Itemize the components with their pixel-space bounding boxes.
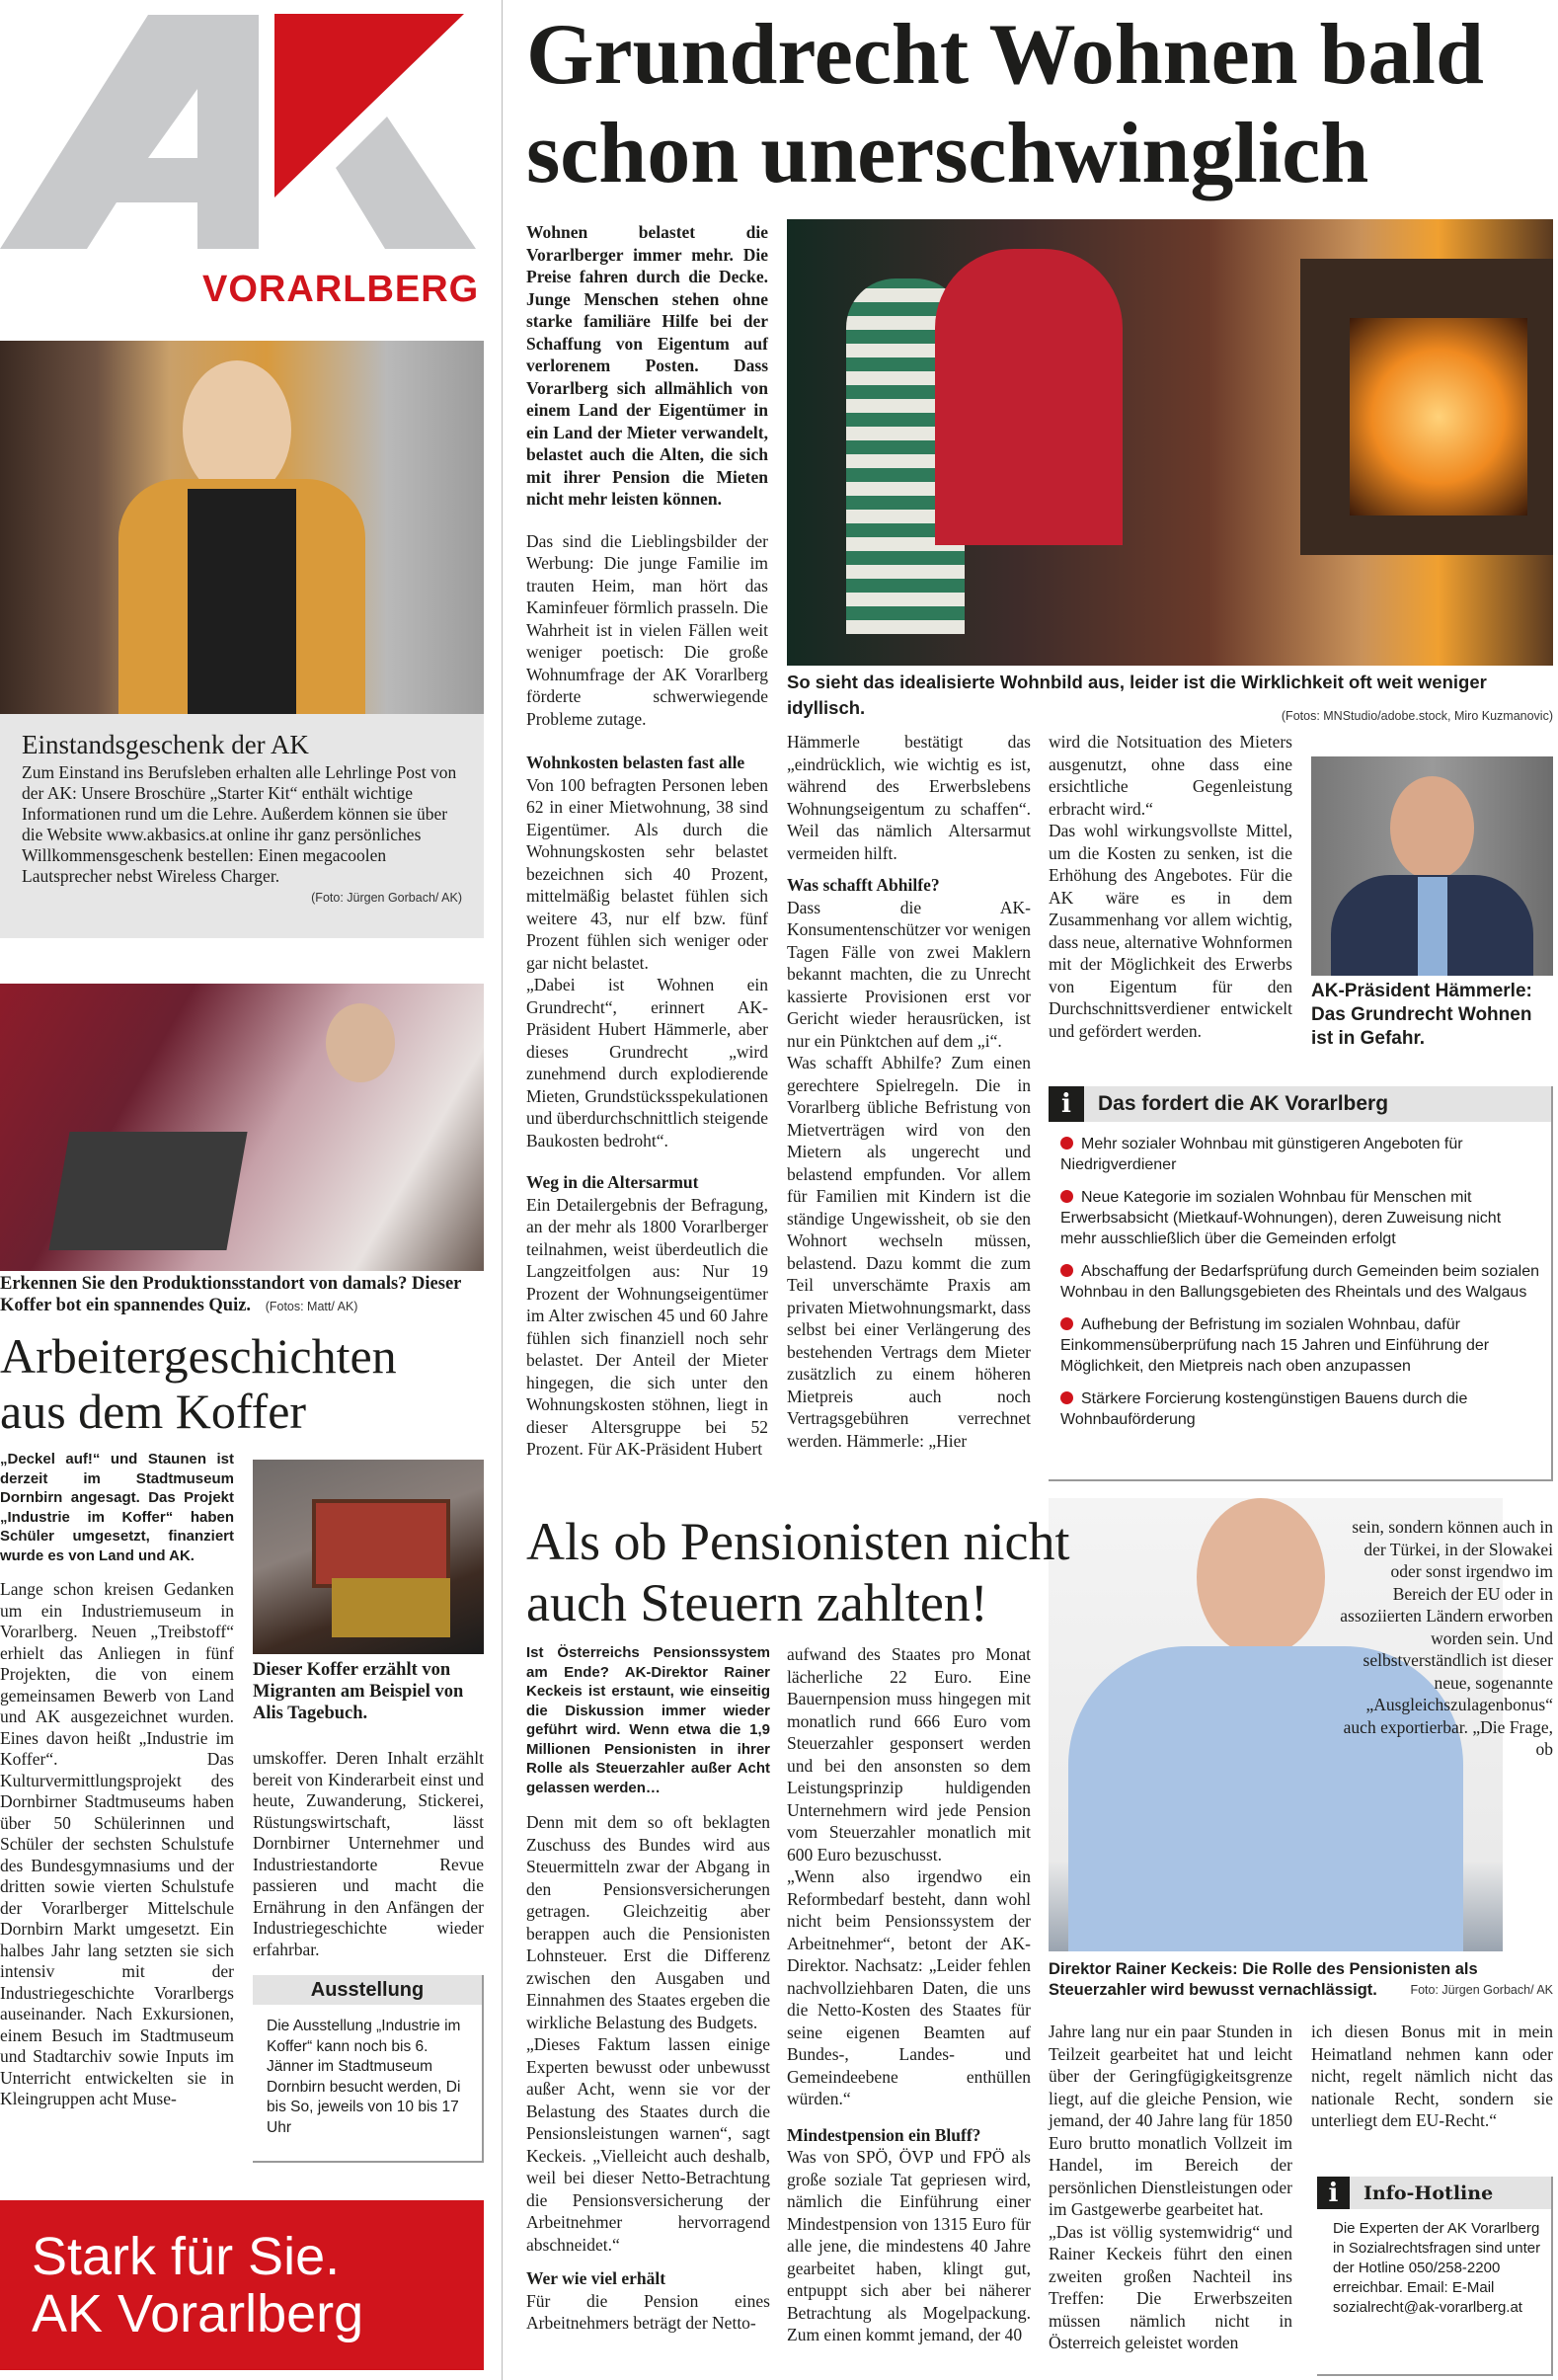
paragraph: Jahre lang nur ein paar Stunden in Teilzeit gearbeitet hat und leicht über der Geringfügigkeitsgrenze liegt, auf die gleiche Pension, wie jemand, der 40 Jahre lang für 1850 Euro brutto monatlich Vollzeit im Handel, im Bereich der persönlichen Dienstleistungen oder im Gastgewerbe gearbeitet hat.	[1049, 2022, 1292, 2219]
main-headline	[526, 6, 1484, 203]
koffer-left-column	[0, 1450, 234, 2110]
hotline-header	[1317, 2177, 1551, 2209]
paragraph: Dass die AK-Konsumentenschützer vor wenigen Tagen Fälle von zwei Maklern bekannt machten, die zu Unrecht kassierte Provisionen erst vor Gericht wieder herausrücken, ist nur ein Pünktchen auf dem „i“.	[787, 897, 1031, 1051]
photo2-caption-text: Erkennen Sie den Produktionsstandort von damals? Dieser Koffer bot ein spannendes Quiz.	[0, 1274, 462, 1315]
koffer-lead: „Deckel auf!“ und Staunen ist derzeit im Stadtmuseum Dornbirn angesagt. Das Projekt „Industrie im Koffer“ haben Schüler umgesetzt, finanziert wurde es von Land und AK.	[0, 1451, 234, 1564]
paragraph: Das wohl wirkungsvollste Mittel, um die Kosten zu senken, ist die Erhöhung des Angebotes. Für die AK wäre es in dem Zusammenhang vor allem wichtig, dass neue, alternative Wohnformen mit der Möglichkeit des Erwerbs von Eigentum für den Durchschnittsverdiener entwickelt und gefördert werden.	[1049, 821, 1292, 1041]
subhead-altersarmut: Weg in die Altersarmut	[526, 1172, 699, 1192]
paragraph: „Dabei ist Wohnen ein Grundrecht“, erinnert AK-Präsident Hubert Hämmerle, aber dieses Grundrecht „wird zunehmend durch explodierende Mieten, Grundstücksspekulationen und überdurchschnittlich steigende Baukosten bedroht“.	[526, 975, 768, 1150]
subhead-abhilfe: Was schafft Abhilfe?	[787, 875, 940, 895]
pension-headline	[526, 1511, 1070, 1633]
info-icon: i	[1317, 2177, 1350, 2209]
factbox-header	[1049, 1086, 1551, 1122]
list-item-text: Mehr sozialer Wohnbau mit günstigeren Angeboten für Niedrigverdiener	[1060, 1136, 1463, 1173]
photo-haemmerle	[1311, 756, 1553, 976]
hero-caption-text: So sieht das idealisierte Wohnbild aus, leider ist die Wirklichkeit oft weit weniger idyllisch.	[787, 672, 1487, 718]
list-item-text: Aufhebung der Befristung im sozialen Wohnbau, dafür Einkommensüberprüfung nach 15 Jahren und Einführung der Möglichkeit, den Mietpreis nach oben anzupassen	[1060, 1316, 1490, 1375]
photo1-caption-box	[0, 714, 484, 938]
pension-col-1	[526, 1643, 770, 2335]
photo-suitcase	[253, 1460, 484, 1654]
info-icon: i	[1049, 1086, 1084, 1122]
main-headline-line2: schon unerschwinglich	[526, 106, 1369, 201]
ad-line-2: AK Vorarlberg	[32, 2284, 364, 2343]
photo1-credit: (Foto: Jürgen Gorbach/ AK)	[311, 891, 462, 905]
paragraph: Für die Pension eines Arbeitnehmers beträgt der Netto-	[526, 2290, 770, 2333]
ausstellung-box	[253, 1975, 484, 2163]
ad-line-1: Stark für Sie.	[32, 2227, 341, 2286]
photo-apprentice	[0, 341, 484, 714]
paragraph: „Das ist völlig systemwidrig“ und Rainer Keckeis führt den einen zweiten großen Nachteil ins Treffen: Die Erwerbszeiten müssen nämlich nicht in Österreich geleistet worden	[1049, 2221, 1292, 2352]
paragraph: wird die Notsituation des Mieters ausgenutzt, ohne dass eine ersichtliche Gegenleistung erbracht wird.“	[1049, 732, 1292, 819]
paragraph: Was schafft Abhilfe? Zum einen gerechtere Spielregeln. Die in Vorarlberg übliche Befristung von Mietverträgen wird von den Mietern als ungerecht und belastend empfunden. Vor allem für Familien mit Kindern ist die ständige Ungewissheit, ob sie den Wohnort wechseln müssen, belastend. Dazu kommt die zum Teil unverschämte Praxis am privaten Mietwohnungsmarkt, dass selbst bei einer Verlängerung des bestehenden Vertrags dem Mieter zusätzlich zu einem höheren Mietpreis auch noch Vertragsgebühren verrechnet werden. Hämmerle: „Hier	[787, 1053, 1031, 1451]
hero-caption	[787, 670, 1553, 729]
paragraph: Denn mit dem so oft beklagten Zuschuss des Bundes wird aus Steuermitteln zwar der Abgang in den Pensionsversicherungen getragen. Gleichzeitig aber berappen auch die Pensionisten Lohnsteuer. Erst die Differenz zwischen den Ausgaben und Einnahmen des Staates ergeben die wirkliche Belastung des Budgets.	[526, 1812, 770, 2032]
photo-family-fireplace	[787, 219, 1553, 666]
main-col-3	[1049, 731, 1292, 1042]
bullet-icon	[1060, 1190, 1073, 1203]
column-divider	[502, 0, 503, 2380]
keckeis-caption-text: Direktor Rainer Keckeis: Die Rolle des Pensionisten als Steuerzahler wird bewusst vernachlässigt.	[1049, 1960, 1478, 1999]
main-lead: Wohnen belastet die Vorarlberger immer mehr. Die Preise fahren durch die Decke. Junge Menschen stehen ohne starke familiäre Hilfe bei der Schaffung von Eigentum auf verlorenem Posten. Dass Vorarlberg sich allmählich von einem Land der Eigentümer in ein Land der Mieter verwandelt, belastet auch die Alten, die sich mit ihrer Pension die Mieten nicht mehr leisten können.	[526, 222, 768, 509]
ausstellung-text: Die Ausstellung „Industrie im Koffer“ kann noch bis 6. Jänner im Stadtmuseum Dornbirn besucht werden, Di bis So, jeweils von 10 bis 17 Uhr	[267, 2018, 461, 2136]
bullet-icon	[1060, 1264, 1073, 1277]
list-item-text: Stärkere Forcierung kostengünstigen Bauens durch die Wohnbauförderung	[1060, 1390, 1468, 1428]
paragraph: Was von SPÖ, ÖVP und FPÖ als große soziale Tat gepriesen wird, nämlich die Einführung einer Mindestpension von 1315 Euro für alle jene, die mindestens 40 Jahre gearbeitet haben, klingt gut, entpuppt sich aber bei näherer Betrachtung als Mogelpackung. Zum einen kommt jemand, der 40	[787, 2147, 1031, 2344]
bullet-icon	[1060, 1391, 1073, 1404]
koffer-body-2: umskoffer. Deren Inhalt erzählt bereit von Kinderarbeit einst und heute, Zuwanderung, Stickerei, Rüstungswirtschaft, lässt Dornbirner Unternehmer und Industriestandorte Revue passieren und macht die Ernährung in den Anfängen der Industriegeschichte wieder erfahrbar.	[253, 1748, 484, 1959]
pension-col-3	[1049, 2021, 1292, 2354]
koffer-body: Lange schon kreisen Gedanken um ein Industriemuseum in Vorarlberg. Neuen „Treibstoff“ erhielt das Anliegen in fünf Projekten, die von einem gemeinsamen Bewerb von Land und AK ausgezeichnet wurden. Eines davon heißt „Industrie im Koffer“. Das Kulturvermittlungsprojekt des Dornbirner Stadtmuseums haben über 50 Schülerinnen und Schüler der sechsten Schulstufe des Bundesgymnasiums und der dritten sowie vierten Schulstufe der Vorarlberger Mittelschule Dornbirn Markt umgesetzt. Ein halbes Jahr lang setzten sie sich intensiv mit der Industriegeschichte Vorarlbergs auseinander. Nach Exkursionen, einem Besuch im Stadtmuseum und Stadtarchiv sowie Inputs im Unterricht entwickelten sie in Kleingruppen acht Muse-	[0, 1579, 234, 2108]
list-item	[1060, 1388, 1541, 1430]
paragraph: aufwand des Staates pro Monat lächerliche 22 Euro. Eine Bauernpension muss hingegen mit monatlich rund 666 Euro vom Steuerzahler gesponsert werden und bei den ansonsten so dem Leistungsprinzip huldigenden Unternehmern wird jede Pension vom Steuerzahler monatlich mit 600 Euro bezuschusst.	[787, 1644, 1031, 1864]
bullet-icon	[1060, 1317, 1073, 1330]
bullet-icon	[1060, 1137, 1073, 1150]
subhead-mindestpension: Mindestpension ein Bluff?	[787, 2124, 981, 2145]
main-headline-line1: Grundrecht Wohnen bald	[526, 7, 1484, 103]
paragraph: Ein Detailergebnis der Befragung, an der mehr als 1800 Vorarlberger teilnahmen, weist überdeutlich die Langzeitfolgen aus: Nur 19 Prozent der Wohnungseigentümer im Alter zwischen 45 und 60 Jahre fühlen sich finanziell noch sehr belastet. Der Anteil der Mieter hingegen, die sich unter den Wohnungskosten stöhnen, liegt in dieser Altersgruppe bei 52 Prozent. Für AK-Präsident Hubert	[526, 1194, 768, 1459]
keckeis-caption	[1049, 1959, 1553, 2001]
hotline-box	[1317, 2177, 1553, 2376]
main-intro: Das sind die Lieblingsbilder der Werbung: Die junge Familie im trauten Heim, man hört das Kaminfeuer förmlich prasseln. Die Wahrheit ist in vielen Fällen weit weniger poetisch: Die große Wohnumfrage der AK Vorarlberg förderte schwerwiegende Probleme zutage.	[526, 530, 768, 729]
main-col-1	[526, 221, 768, 1461]
factbox-title: Das fordert die AK Vorarlberg	[1098, 1092, 1389, 1115]
list-item	[1060, 1187, 1541, 1249]
pension-wrap-text: sein, sondern können auch in der Türkei, in der Slowakei oder sonst irgendwo im Bereich der EU oder in assoziierten Ländern erworben worden sein. Und selbstverständlich ist dieser neue, sogenannte „Ausgleichszulagenbonus“ auch exportierbar. „Die Frage, ob	[1340, 1517, 1553, 1759]
list-item	[1060, 1134, 1541, 1175]
list-item-text: Neue Kategorie im sozialen Wohnbau für Menschen mit Erwerbsabsicht (Mietkauf-Wohnungen), deren Zuweisung nicht mehr ausschließlich über die Gemeinden erfolgt	[1060, 1189, 1502, 1247]
photo1-title: Einstandsgeschenk der AK	[22, 730, 309, 759]
hotline-title: Info-Hotline	[1363, 2182, 1494, 2204]
pension-headline-line2: auch Steuern zahlten!	[526, 1573, 988, 1632]
pension-col-2	[787, 1643, 1031, 2346]
paragraph: „Dieses Faktum lassen einige Experten bewusst oder unbewusst außer Acht, wenn sie vor der Belastung des Staates durch die Pensionsleistungen warnen“, sagt Keckeis. „Vielleicht auch deshalb, weil bei dieser Netto-Betrachtung die Pensionsversicherung der Arbeitnehmer hervorragend abschneidet.“	[526, 2034, 770, 2255]
ausstellung-title: Ausstellung	[253, 1975, 482, 2005]
hero-credit: (Fotos: MNStudio/adobe.stock, Miro Kuzmanovic)	[1281, 709, 1553, 723]
koffer-headline-line1: Arbeitergeschichten	[0, 1328, 397, 1384]
photo3-caption: Dieser Koffer erzählt von Migranten am Beispiel von Alis Tagebuch.	[253, 1660, 464, 1723]
paragraph: Von 100 befragten Personen leben 62 in einer Mietwohnung, 38 sind Eigentümer. Als durch die Wohnungskosten sehr belastet bezeichnen sich 40 Prozent, mittelmäßig belastet fühlen sich weitere 43, nur elf bzw. fünf Prozent fühlen sich weniger oder gar nicht belastet.	[526, 774, 768, 973]
subhead-wohnkosten: Wohnkosten belasten fast alle	[526, 753, 745, 772]
pension-col-4: ich diesen Bonus mit in mein Heimatland nehmen kann oder nicht, regelt nämlich nicht das nationale Recht, sondern sie unterliegt dem EU-Recht.“	[1311, 2022, 1553, 2130]
paragraph: Hämmerle bestätigt das „eindrücklich, wie wichtig es ist, während des Erwerbslebens Wohnungseigentum zu schaffen“. Weil das nämlich Altersarmut vermeiden hilft.	[787, 732, 1031, 863]
photo2-credit: (Fotos: Matt/ AK)	[265, 1300, 358, 1313]
main-col-2	[787, 731, 1031, 1452]
list-item	[1060, 1261, 1541, 1303]
photo2-caption	[0, 1273, 484, 1317]
haemmerle-caption: AK-Präsident Hämmerle: Das Grundrecht Wohnen ist in Gefahr.	[1311, 981, 1532, 1049]
keckeis-credit: Foto: Jürgen Gorbach/ AK	[1410, 1983, 1553, 1997]
subhead-wer-wie-viel: Wer wie viel erhält	[526, 2268, 666, 2288]
list-item-text: Abschaffung der Bedarfsprüfung durch Gemeinden beim sozialen Wohnbau in den Ballungsgebieten des Rheintals und des Walgaus	[1060, 1263, 1539, 1301]
ak-logo	[0, 0, 484, 316]
paragraph: „Wenn also irgendwo ein Reformbedarf besteht, dann wohl nicht beim Pensionssystem der Arbeitnehmer“, betont der AK-Direktor. Nachsatz: „Leider fehlen nachvollziehbaren Daten, die uns die Netto-Kosten des Staates für seine eigenen Beamten auf Bundes-, Landes- und Gemeindeebene enthüllen würden.“	[787, 1866, 1031, 2108]
photo1-text: Zum Einstand ins Berufsleben erhalten alle Lehrlinge Post von der AK: Unsere Broschüre „Starter Kit“ enthält wichtige Informationen rund um die Lehre. Außerdem können sie über die Website www.akbasics.at online ihr ganz persönliches Willkommensgeschenk bestellen: Einen megacoolen Lautsprecher nebst Wireless Charger.	[22, 762, 457, 886]
logo-region: VORARLBERG	[202, 269, 480, 310]
factbox-forderungen	[1049, 1086, 1553, 1481]
ak-ad-banner[interactable]	[0, 2200, 484, 2370]
koffer-headline	[0, 1328, 397, 1439]
koffer-headline-line2: aus dem Koffer	[0, 1384, 307, 1439]
hotline-text: Die Experten der AK Vorarlberg in Sozialrechtsfragen sind unter der Hotline 050/258-2200 erreichbar. Email: E-Mail sozialrecht@ak-vorarlberg.at	[1333, 2220, 1541, 2316]
pension-lead: Ist Österreichs Pensionssystem am Ende? AK-Direktor Rainer Keckeis ist erstaunt, wie einseitig die Diskussion immer wieder geführt wird. Wenn etwa die 1,9 Millionen Pensionisten in ihrer Rolle als Steuerzahler außer Acht gelassen werden…	[526, 1644, 770, 1796]
list-item	[1060, 1314, 1541, 1377]
pension-headline-line1: Als ob Pensionisten nicht	[526, 1512, 1070, 1571]
ak-logo-mark	[0, 0, 484, 267]
photo-museum-quiz	[0, 984, 484, 1271]
